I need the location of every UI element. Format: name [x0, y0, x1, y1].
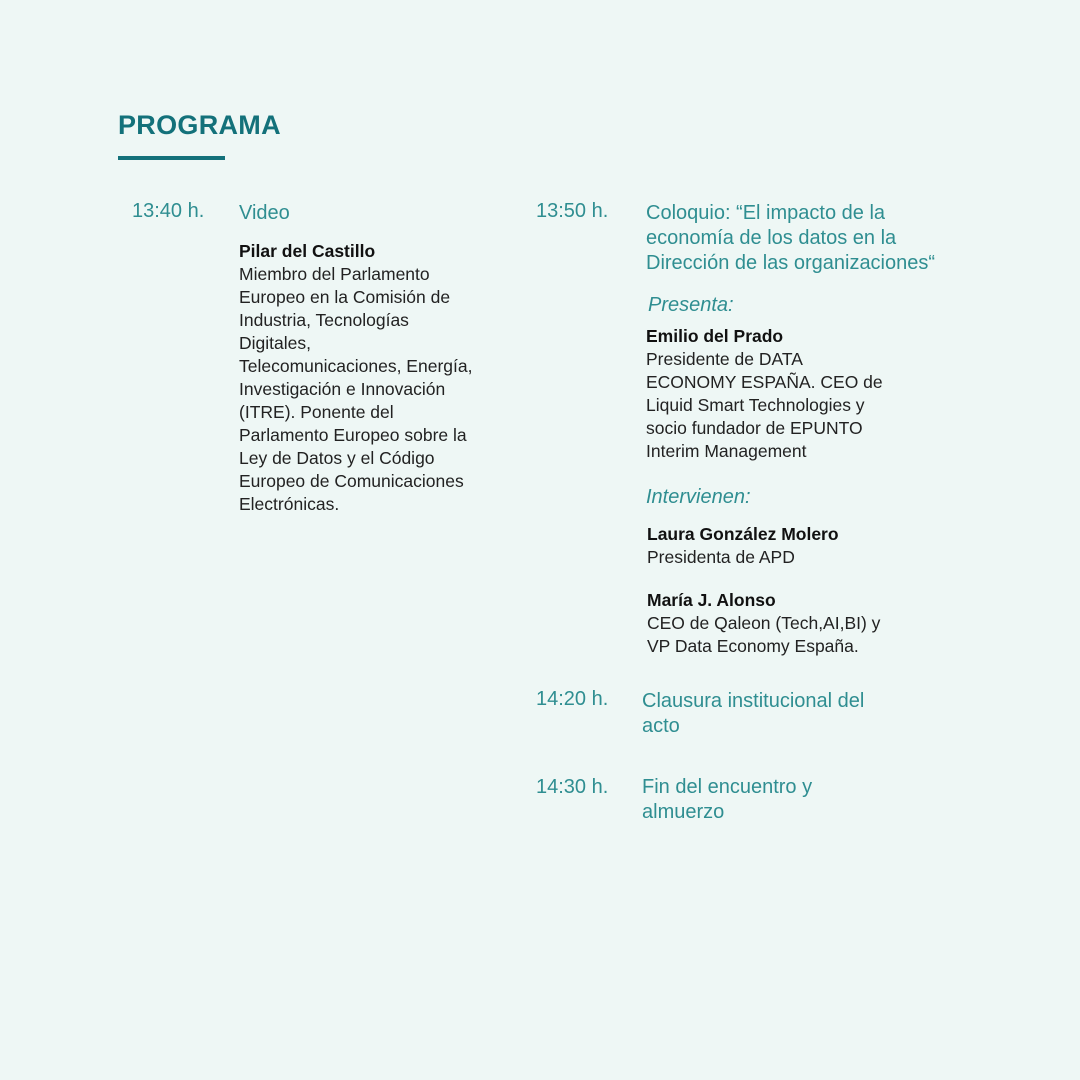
- speaker-desc-line: Digitales,: [239, 333, 311, 353]
- time-1430: 14:30 h.: [536, 776, 609, 798]
- speaker-name: Laura González Molero: [647, 524, 839, 544]
- item-heading-clausura: [642, 689, 864, 739]
- speaker-desc-line: Electrónicas.: [239, 494, 340, 514]
- item-heading-fin: [642, 775, 812, 825]
- speaker-desc-line: Industria, Tecnologías: [239, 310, 409, 330]
- presenter-desc-line: socio fundador de EPUNTO: [646, 418, 863, 438]
- presenter-emilio: [646, 325, 883, 463]
- speaker-name: María J. Alonso: [647, 590, 776, 610]
- presenter-desc-line: Presidente de DATA: [646, 349, 803, 369]
- time-1420: 14:20 h.: [536, 688, 609, 710]
- heading-line: acto: [642, 715, 680, 737]
- speaker-laura: [647, 523, 839, 569]
- intervienen-label: Intervienen:: [646, 486, 751, 508]
- speaker-desc-line: Telecomunicaciones, Energía,: [239, 356, 473, 376]
- speaker-desc-line: Parlamento Europeo sobre la: [239, 425, 467, 445]
- presenta-label: Presenta:: [648, 294, 734, 316]
- item-heading-coloquio: [646, 201, 935, 276]
- presenter-desc-line: Liquid Smart Technologies y: [646, 395, 865, 415]
- speaker-desc-line: (ITRE). Ponente del: [239, 402, 394, 422]
- speaker-name: Pilar del Castillo: [239, 241, 376, 261]
- speaker-desc-line: Miembro del Parlamento: [239, 264, 430, 284]
- page-title: PROGRAMA: [118, 110, 281, 140]
- speaker-pilar: [239, 240, 472, 516]
- speaker-desc-line: Europeo en la Comisión de: [239, 287, 451, 307]
- heading-line: Fin del encuentro y: [642, 776, 813, 798]
- heading-line: Dirección de las organizaciones“: [646, 252, 936, 274]
- presenter-desc-line: Interim Management: [646, 441, 807, 461]
- title-underline: [118, 156, 225, 160]
- time-1340: 13:40 h.: [132, 200, 205, 222]
- heading-line: economía de los datos en la: [646, 227, 897, 249]
- speaker-desc-line: Presidenta de APD: [647, 547, 795, 567]
- heading-line: Coloquio: “El impacto de la: [646, 202, 886, 224]
- speaker-desc-line: VP Data Economy España.: [647, 636, 859, 656]
- time-1350: 13:50 h.: [536, 200, 609, 222]
- speaker-desc-line: Europeo de Comunicaciones: [239, 471, 464, 491]
- presenter-desc-line: ECONOMY ESPAÑA. CEO de: [646, 372, 883, 392]
- speaker-desc-line: Ley de Datos y el Código: [239, 448, 435, 468]
- presenter-name: Emilio del Prado: [646, 326, 784, 346]
- speaker-desc-line: Investigación e Innovación: [239, 379, 446, 399]
- item-heading-video: Video: [239, 202, 290, 224]
- heading-line: almuerzo: [642, 801, 725, 823]
- heading-line: Clausura institucional del: [642, 690, 865, 712]
- speaker-maria: [647, 589, 880, 658]
- speaker-desc-line: CEO de Qaleon (Tech,AI,BI) y: [647, 613, 881, 633]
